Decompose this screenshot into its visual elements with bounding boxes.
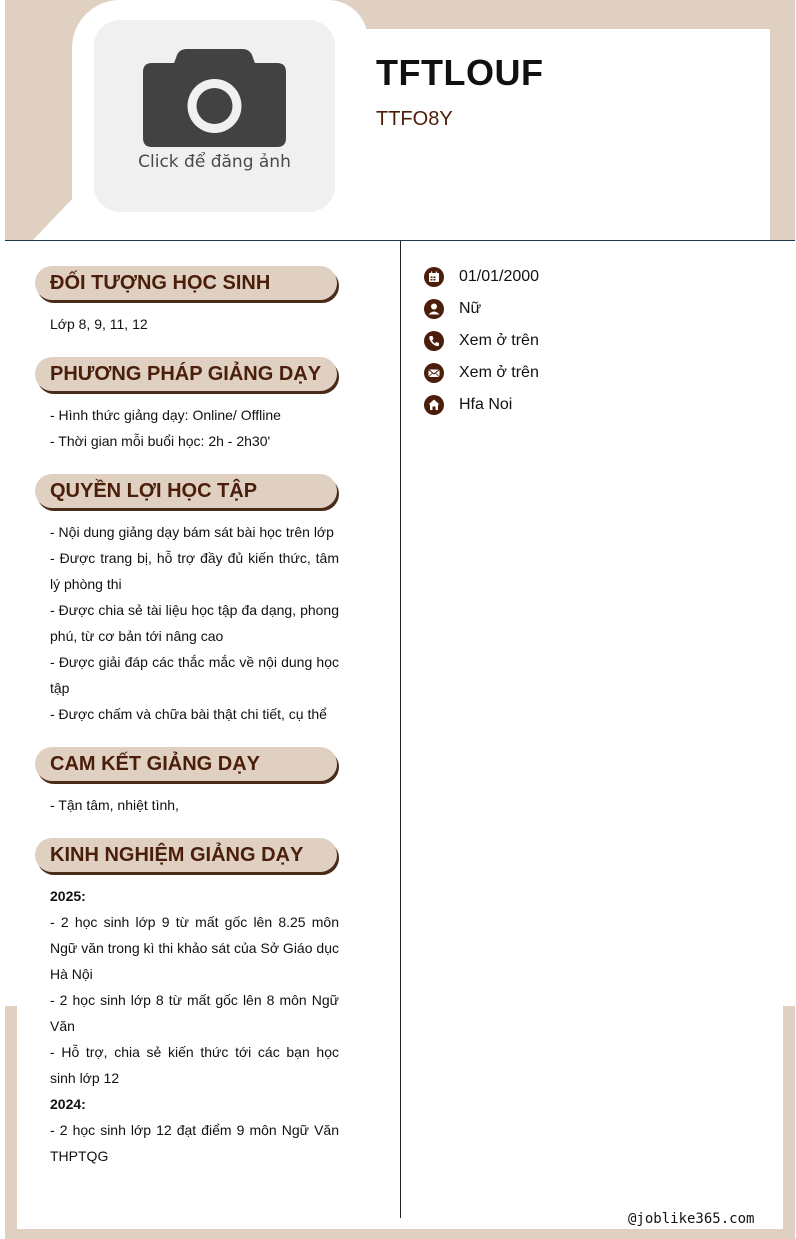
experience-year: 2024: (50, 1096, 86, 1112)
section-line: - Nội dung giảng dạy bám sát bài học trên lớp (50, 524, 334, 540)
section-line: - Hình thức giảng dạy: Online/ Offline (50, 407, 281, 423)
info-text: Xem ở trên (459, 332, 539, 349)
profile-subtitle: TTFO8Y (376, 108, 453, 130)
info-text: 01/01/2000 (459, 268, 540, 285)
section-line: - 2 học sinh lớp 12 đạt điểm 9 môn Ngữ Văn THPTQG (50, 1122, 339, 1164)
section-line: - Tận tâm, nhiệt tình, (50, 797, 179, 813)
section-heading-teaching-experience (35, 838, 337, 872)
section-body-teaching-method (50, 402, 339, 454)
section-heading-teaching-commitment (35, 747, 337, 781)
profile-name: TFTLOUF (376, 52, 544, 93)
section-heading-teaching-method (35, 357, 337, 391)
page-border-bottom (5, 1229, 795, 1239)
section-line: - Được chấm và chữa bài thật chi tiết, cụ thể (50, 706, 327, 722)
home-icon (424, 395, 444, 415)
experience-year: 2025: (50, 888, 86, 904)
section-line: - Được giải đáp các thắc mắc về nội dung học tập (50, 654, 339, 696)
info-text: Nữ (459, 300, 482, 317)
info-text: Hfa Noi (459, 396, 513, 413)
section-title: ĐỐI TƯỢNG HỌC SINH (50, 272, 271, 294)
page-border-right (783, 1006, 795, 1239)
mail-icon (424, 363, 444, 383)
camera-icon (143, 49, 286, 147)
calendar-icon (424, 267, 444, 287)
column-divider (400, 241, 401, 1218)
section-line: - 2 học sinh lớp 8 từ mất gốc lên 8 môn Ngữ Văn (50, 992, 339, 1034)
section-line: - Được trang bị, hỗ trợ đầy đủ kiến thức, tâm lý phòng thi (50, 550, 339, 592)
section-line: - Thời gian mỗi buổi học: 2h - 2h30' (50, 433, 271, 449)
section-title: PHƯƠNG PHÁP GIẢNG DẠY (50, 363, 322, 385)
section-heading-learning-benefits (35, 474, 337, 508)
section-line: Lớp 8, 9, 11, 12 (50, 316, 148, 332)
phone-icon (424, 331, 444, 351)
section-body-target-students (50, 311, 339, 337)
page-border-left (5, 1006, 17, 1239)
section-body-teaching-experience (50, 883, 339, 1169)
info-text: Xem ở trên (459, 364, 539, 381)
photo-frame-corner (33, 196, 75, 240)
section-line: - 2 học sinh lớp 9 từ mất gốc lên 8.25 môn Ngữ văn trong kì thi khảo sát của Sở Giáo dục Hà Nội (50, 914, 339, 982)
photo-upload-caption[interactable]: Click để đăng ảnh (138, 152, 291, 172)
section-title: KINH NGHIỆM GIẢNG DẠY (50, 844, 304, 866)
section-body-teaching-commitment (50, 792, 339, 818)
person-icon (424, 299, 444, 319)
section-line: - Được chia sẻ tài liệu học tập đa dạng, phong phú, từ cơ bản tới nâng cao (50, 602, 339, 644)
footer-watermark: @joblike365.com (628, 1211, 755, 1227)
section-title: CAM KẾT GIẢNG DẠY (50, 753, 260, 775)
section-title: QUYỀN LỢI HỌC TẬP (50, 480, 258, 502)
section-body-learning-benefits (50, 519, 339, 727)
section-line: - Hỗ trợ, chia sẻ kiến thức tới các bạn học sinh lớp 12 (50, 1044, 339, 1086)
section-heading-target-students (35, 266, 337, 300)
